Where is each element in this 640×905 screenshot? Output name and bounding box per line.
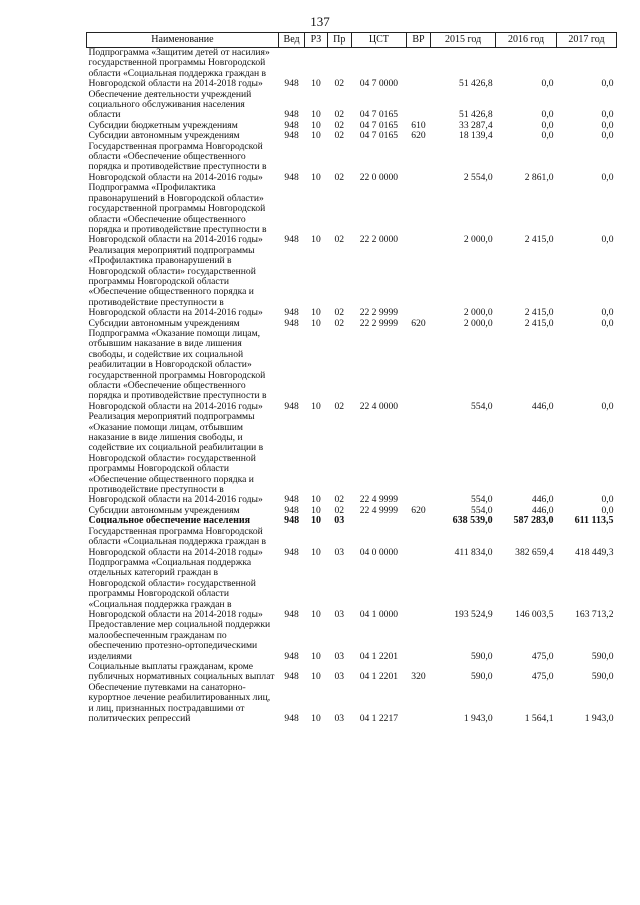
header-vr: ВР — [406, 33, 430, 48]
row-rz: 10 — [311, 713, 321, 724]
page-number: 137 — [310, 14, 330, 29]
row-vr — [406, 142, 430, 184]
row-pr: 02 — [334, 504, 345, 516]
table-row — [87, 620, 617, 662]
table-row — [87, 412, 617, 506]
row-2015: 51 426,8 — [459, 109, 493, 121]
row-2016: 446,0 — [531, 504, 554, 516]
row-2017: 590,0 — [591, 650, 614, 662]
row-ved: 948 — [284, 130, 299, 142]
row-name: Обеспечение деятельности учреждений социального обслуживания населения области — [88, 88, 252, 121]
row-2016: 587 283,0 — [513, 515, 554, 527]
row-name: Подпрограмма «Защитим детей от насилия» государственной программы Новгородской области «Социальная поддержка граждан в Новгородской области на 2014-2018 годы» — [88, 47, 270, 90]
row-2015: 18 139,4 — [459, 130, 493, 142]
table-row — [87, 48, 617, 90]
row-2015: 2 000,0 — [463, 317, 493, 329]
row-2015: 411 834,0 — [454, 546, 493, 558]
row-cst: 22 2 9999 — [359, 307, 399, 319]
row-2017: 0,0 — [601, 494, 614, 506]
row-vr — [406, 558, 430, 620]
row-pr: 02 — [334, 78, 345, 90]
row-2017: 163 713,2 — [575, 608, 614, 620]
row-2015: 2 000,0 — [463, 234, 493, 246]
row-2016: 382 659,4 — [515, 546, 554, 558]
row-cst: 04 1 2217 — [359, 713, 399, 724]
row-ved: 948 — [284, 650, 299, 662]
row-vr: 320 — [411, 671, 426, 683]
row-cst: 22 2 9999 — [359, 317, 399, 329]
row-vr: 620 — [411, 317, 426, 329]
row-cst: 04 1 0000 — [359, 608, 399, 620]
row-vr — [406, 527, 430, 558]
row-ved: 948 — [284, 307, 299, 319]
row-2015: 554,0 — [471, 504, 493, 516]
row-vr — [406, 516, 430, 526]
row-cst: 04 0 0000 — [359, 546, 399, 558]
row-vr — [406, 48, 430, 90]
row-2016: 0,0 — [541, 119, 554, 131]
row-ved: 948 — [284, 713, 299, 724]
row-name: Государственная программа Новгородской области «Социальная поддержка граждан в Новгородской области на 2014-2018 годы» — [88, 525, 267, 558]
row-rz: 10 — [311, 307, 321, 319]
row-2017: 0,0 — [601, 317, 614, 329]
row-ved: 948 — [284, 171, 299, 183]
row-name: Подпрограмма «Оказание помощи лицам, отбывшим наказание в виде лишения свободы, и содействие их социальной реабилитации в Новгородской области» государственной программы Новгородской области «Обеспечение общественного порядка и противодействие преступности в Новгородской области на 2014-2016 годы» — [88, 327, 267, 412]
table-row — [87, 183, 617, 245]
row-ved: 948 — [284, 78, 299, 90]
row-2016: 475,0 — [531, 650, 554, 662]
row-2015: 554,0 — [471, 494, 493, 506]
table-header-row — [87, 33, 617, 48]
row-ved: 948 — [284, 671, 299, 683]
row-ved: 948 — [284, 504, 299, 516]
row-vr — [406, 183, 430, 245]
row-pr: 02 — [334, 400, 345, 412]
row-2017: 0,0 — [601, 78, 614, 90]
row-2017: 0,0 — [601, 171, 614, 183]
row-cst — [351, 516, 406, 526]
row-vr — [406, 412, 430, 506]
row-rz: 10 — [311, 650, 321, 662]
table-row — [87, 246, 617, 319]
row-2016: 2 415,0 — [524, 234, 554, 246]
row-vr — [406, 620, 430, 662]
row-ved: 948 — [284, 515, 300, 527]
row-2015: 1 943,0 — [463, 713, 493, 724]
row-name: Субсидии автономным учреждениям — [88, 317, 240, 329]
row-2017: 0,0 — [601, 109, 614, 121]
row-ved: 948 — [284, 119, 299, 131]
table-row — [87, 90, 617, 121]
row-2015: 51 426,8 — [459, 78, 493, 90]
row-2016: 1 564,1 — [524, 713, 554, 724]
row-pr: 02 — [334, 119, 345, 131]
table-row — [87, 527, 617, 558]
row-2016: 0,0 — [541, 130, 554, 142]
row-2015: 554,0 — [471, 400, 493, 412]
row-2016: 475,0 — [531, 671, 554, 683]
row-pr: 03 — [334, 671, 345, 683]
row-pr: 03 — [334, 650, 345, 662]
row-cst: 04 1 2201 — [359, 671, 399, 683]
row-rz: 10 — [311, 171, 321, 183]
row-cst: 04 7 0165 — [359, 109, 399, 121]
row-cst: 04 1 2201 — [359, 650, 399, 662]
row-2017: 0,0 — [601, 504, 614, 516]
row-ved: 948 — [284, 400, 299, 412]
row-2017: 418 449,3 — [575, 546, 614, 558]
row-pr: 02 — [334, 317, 345, 329]
row-pr: 03 — [334, 713, 345, 724]
table-row — [87, 558, 617, 620]
row-name: Социальные выплаты гражданам, кроме публичных нормативных социальных выплат — [88, 660, 275, 683]
row-rz: 10 — [311, 494, 321, 506]
row-rz: 10 — [311, 130, 321, 142]
row-name: Обеспечение путевками на санаторно-курортное лечение реабилитированных лиц, и лиц, признанных пострадавшими от политических репрессий — [88, 681, 271, 724]
row-pr: 02 — [334, 109, 345, 121]
row-2016: 0,0 — [541, 78, 554, 90]
header-2017: 2017 год — [557, 33, 617, 48]
row-pr: 02 — [334, 130, 345, 142]
row-pr: 03 — [334, 515, 345, 527]
row-2015: 638 539,0 — [452, 515, 493, 527]
row-vr: 610 — [411, 119, 426, 131]
row-pr: 02 — [334, 494, 345, 506]
row-2017: 0,0 — [601, 400, 614, 412]
row-2015: 33 287,4 — [459, 119, 493, 131]
row-pr: 02 — [334, 171, 345, 183]
header-rz: РЗ — [305, 33, 327, 48]
row-2017: 0,0 — [601, 234, 614, 246]
header-ved: Вед — [278, 33, 304, 48]
row-ved: 948 — [284, 234, 299, 246]
row-vr: 620 — [411, 130, 426, 142]
row-2016: 0,0 — [541, 109, 554, 121]
row-cst: 04 7 0165 — [359, 130, 399, 142]
row-pr: 02 — [334, 234, 345, 246]
row-cst: 04 7 0165 — [359, 119, 399, 131]
row-vr — [406, 683, 430, 725]
row-name: Реализация мероприятий подпрограммы «Оказание помощи лицам, отбывшим наказание в виде лишения свободы, и содействие их социальной реабилитации в Новгородской области» государственной программы Новгородской области «Обеспечение общественного порядка и противодействие преступности в Новгородской области на 2014-2016 годы» — [88, 411, 264, 506]
row-ved: 948 — [284, 317, 299, 329]
row-cst: 22 4 9999 — [359, 504, 399, 516]
row-name: Субсидии автономным учреждениям — [88, 130, 240, 142]
row-2016: 446,0 — [531, 494, 554, 506]
table-row — [87, 662, 617, 683]
row-ved: 948 — [284, 494, 299, 506]
row-rz: 10 — [311, 671, 321, 683]
row-2015: 590,0 — [471, 650, 493, 662]
row-pr: 03 — [334, 608, 345, 620]
row-cst: 22 0 0000 — [359, 171, 399, 183]
row-2017: 1 943,0 — [584, 713, 614, 724]
row-2017: 0,0 — [601, 307, 614, 319]
row-cst: 22 4 0000 — [359, 400, 399, 412]
row-rz: 10 — [311, 317, 321, 329]
row-rz: 10 — [310, 515, 321, 527]
row-name: Подпрограмма «Профилактика правонарушений в Новгородской области» государственной программы Новгородской области «Обеспечение общественного порядка и противодействие преступности в Новгородской области на 2014-2016 годы» — [88, 182, 267, 246]
row-name: Субсидии автономным учреждениям — [88, 504, 240, 516]
table-row — [87, 683, 617, 725]
header-name: Наименование — [87, 33, 279, 48]
row-name: Подпрограмма «Социальная поддержка отдельных категорий граждан в Новгородской области» государственной программы Новгородской области «Социальная поддержка граждан в Новгородской области на 2014-2018 годы» — [88, 556, 263, 620]
row-rz: 10 — [311, 504, 321, 516]
header-pr: Пр — [327, 33, 351, 48]
row-vr — [406, 246, 430, 319]
row-2016: 2 861,0 — [524, 171, 554, 183]
row-name: Субсидии бюджетным учреждениям — [88, 119, 238, 131]
row-pr: 02 — [334, 307, 345, 319]
row-2017: 590,0 — [591, 671, 614, 683]
row-vr: 620 — [411, 504, 426, 516]
table-row — [87, 142, 617, 184]
row-ved: 948 — [284, 109, 299, 121]
header-2016: 2016 год — [496, 33, 557, 48]
row-name: Предоставление мер социальной поддержки малообеспеченным гражданам по обеспечению протезно-ортопедическими изделиями — [88, 619, 271, 662]
row-2016: 2 415,0 — [524, 307, 554, 319]
row-2016: 2 415,0 — [524, 317, 554, 329]
row-2017: 611 113,5 — [574, 515, 614, 527]
row-rz: 10 — [311, 400, 321, 412]
row-rz: 10 — [311, 234, 321, 246]
row-ved: 948 — [284, 608, 299, 620]
row-2017: 0,0 — [601, 130, 614, 142]
row-name: Социальное обеспечение населения — [88, 515, 251, 527]
row-pr: 03 — [334, 546, 345, 558]
row-rz: 10 — [311, 119, 321, 131]
row-rz: 10 — [311, 109, 321, 121]
row-2016: 446,0 — [531, 400, 554, 412]
row-vr — [406, 90, 430, 121]
budget-table — [86, 32, 617, 724]
row-cst: 04 7 0000 — [359, 78, 399, 90]
row-ved: 948 — [284, 546, 299, 558]
header-2015: 2015 год — [431, 33, 496, 48]
row-rz: 10 — [311, 546, 321, 558]
row-cst: 22 2 0000 — [359, 234, 399, 246]
row-name: Государственная программа Новгородской области «Обеспечение общественного порядка и противодействие преступности в Новгородской области на 2014-2016 годы» — [88, 140, 267, 183]
row-rz: 10 — [311, 78, 321, 90]
row-vr — [406, 329, 430, 412]
row-2015: 193 524,9 — [454, 608, 493, 620]
table-row — [87, 329, 617, 412]
header-cst: ЦСТ — [351, 33, 406, 48]
row-2017: 0,0 — [601, 119, 614, 131]
row-2015: 590,0 — [471, 671, 493, 683]
row-rz: 10 — [311, 608, 321, 620]
row-2016: 146 003,5 — [515, 608, 554, 620]
row-2015: 2 554,0 — [463, 171, 493, 183]
row-2015: 2 000,0 — [463, 307, 493, 319]
row-name: Реализация мероприятий подпрограммы «Профилактика правонарушений в Новгородской области» государственной программы Новгородской области «Обеспечение общественного порядка и противодействие преступности в Новгородской области на 2014-2016 годы» — [88, 244, 263, 319]
row-cst: 22 4 9999 — [359, 494, 399, 506]
